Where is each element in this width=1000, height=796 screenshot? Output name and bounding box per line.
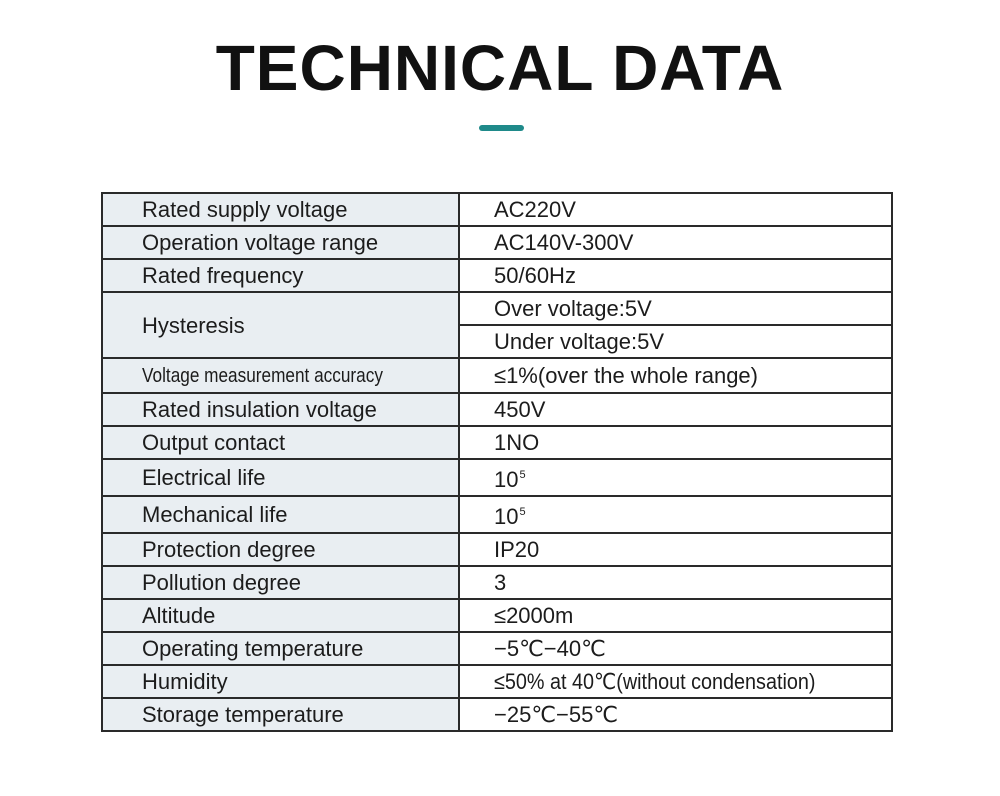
row-value: 1NO	[459, 426, 892, 459]
table-row	[102, 632, 892, 665]
row-label: Humidity	[102, 665, 459, 698]
row-value: −25℃−55℃	[459, 698, 892, 731]
row-value: AC140V-300V	[459, 226, 892, 259]
table-row	[102, 698, 892, 731]
row-label-text: Voltage measurement accuracy	[142, 365, 383, 387]
table-row	[102, 496, 892, 533]
row-label: Electrical life	[102, 459, 459, 496]
table-row	[102, 358, 892, 393]
row-value: 3	[459, 566, 892, 599]
row-value: Over voltage:5V	[459, 292, 892, 325]
row-value	[459, 665, 892, 698]
table-row	[102, 193, 892, 226]
table-row	[102, 599, 892, 632]
page-title: TECHNICAL DATA	[215, 32, 785, 104]
row-value: 450V	[459, 393, 892, 426]
table-row	[102, 459, 892, 496]
row-value-base: 10	[494, 504, 519, 529]
row-label: Operating temperature	[102, 632, 459, 665]
title-underline-accent	[479, 125, 524, 131]
row-value-base: 10	[494, 467, 519, 492]
table-row	[102, 259, 892, 292]
row-label: Mechanical life	[102, 496, 459, 533]
row-label: Output contact	[102, 426, 459, 459]
row-label	[102, 358, 459, 393]
technical-data-table	[101, 192, 893, 732]
row-label: Pollution degree	[102, 566, 459, 599]
row-value: ≤2000m	[459, 599, 892, 632]
table-row	[102, 292, 892, 325]
row-label: Rated supply voltage	[102, 193, 459, 226]
row-label: Rated frequency	[102, 259, 459, 292]
table-row	[102, 665, 892, 698]
row-value-exponent: 5	[519, 506, 526, 518]
table-row	[102, 566, 892, 599]
row-label: Altitude	[102, 599, 459, 632]
row-value: IP20	[459, 533, 892, 566]
row-label: Hysteresis	[102, 292, 459, 358]
row-value: −5℃−40℃	[459, 632, 892, 665]
row-value-text: ≤50% at 40℃(without condensation)	[494, 669, 816, 694]
row-value: ≤1%(over the whole range)	[459, 358, 892, 393]
row-label: Protection degree	[102, 533, 459, 566]
row-value: AC220V	[459, 193, 892, 226]
table-row	[102, 426, 892, 459]
table-row	[102, 226, 892, 259]
row-value: 50/60Hz	[459, 259, 892, 292]
row-value: Under voltage:5V	[459, 325, 892, 358]
row-label: Operation voltage range	[102, 226, 459, 259]
row-value-exponent: 5	[519, 469, 526, 481]
table-row	[102, 393, 892, 426]
row-value	[459, 459, 892, 496]
row-label: Storage temperature	[102, 698, 459, 731]
row-label: Rated insulation voltage	[102, 393, 459, 426]
row-value	[459, 496, 892, 533]
table-row	[102, 533, 892, 566]
